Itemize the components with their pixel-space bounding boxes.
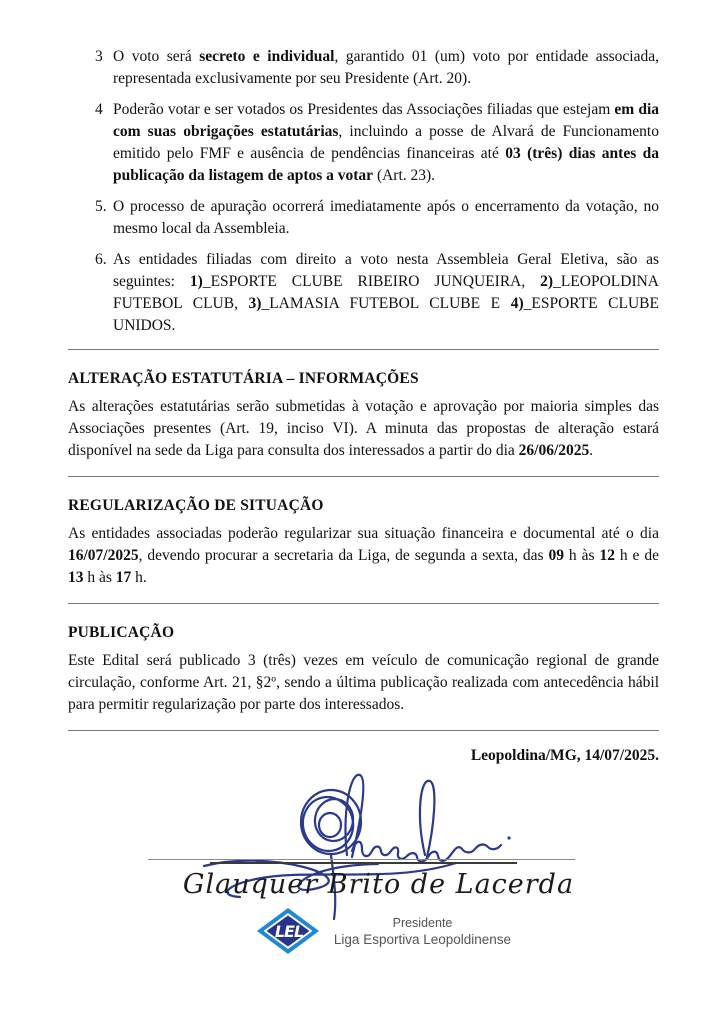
list-item-text: O voto será secreto e individual, garantido 01 (um) voto por entidade associada, representada exclusivamente por seu Presidente (Art. 20). <box>113 48 659 87</box>
list-item-number: 6. <box>95 251 107 268</box>
section-paragraph: As alterações estatutárias serão submetidas à votação e aprovação por maioria simples das Associações presentes (Art. 19, inciso VI). A minuta das propostas de alteração estará disponível na sede da Liga para consulta dos interessados a partir do dia 26/06/2025. <box>68 398 659 459</box>
lel-logo-text: LEL <box>274 922 304 941</box>
list-item-number: 5. <box>95 198 107 215</box>
section-divider <box>68 730 659 731</box>
signature-line <box>148 859 575 860</box>
list-item <box>68 249 659 337</box>
section-paragraph: Este Edital será publicado 3 (três) vezes em veículo de comunicação regional de grande circulação, conforme Art. 21, §2º, sendo a última publicação realizada com antecedência hábil para permitir regularização por parte dos interessados. <box>68 652 659 713</box>
section-heading-alteracao: ALTERAÇÃO ESTATUTÁRIA – INFORMAÇÕES <box>68 370 419 387</box>
list-item-text: O processo de apuração ocorrerá imediatamente após o encerramento da votação, no mesmo local da Assembleia. <box>113 198 659 237</box>
signature-block <box>68 765 659 1027</box>
lel-logo-icon <box>256 907 320 955</box>
dateline: Leopoldina/MG, 14/07/2025. <box>470 747 659 764</box>
list-item-number: 3 <box>95 48 103 65</box>
list-item <box>68 46 659 90</box>
section-divider <box>68 476 659 477</box>
list-item-text: As entidades filiadas com direito a voto nesta Assembleia Geral Eletiva, são as seguintes: 1)_ESPORTE CLUBE RIBEIRO JUNQUEIRA, 2)_LEOPOLDINA FUTEBOL CLUB, 3)_LAMASIA FUTEBOL CLUBE E 4)_ESPORTE CLUBE UNIDOS. <box>113 251 659 334</box>
list-item <box>68 196 659 240</box>
section-divider <box>68 349 659 350</box>
numbered-list <box>68 46 659 337</box>
signature-identity-row <box>68 907 659 955</box>
signatory-org: Liga Esportiva Leopoldinense <box>333 931 512 947</box>
signatory-org-block <box>334 915 511 948</box>
signatory-name: Glauquer Brito de Lacerda <box>182 869 575 900</box>
signatory-role: Presidente <box>392 915 453 930</box>
section-heading-regularizacao: REGULARIZAÇÃO DE SITUAÇÃO <box>68 497 324 514</box>
list-item-number: 4 <box>95 101 103 118</box>
list-item <box>68 99 659 187</box>
section-divider <box>68 603 659 604</box>
section-paragraph: As entidades associadas poderão regularizar sua situação financeira e documental até o dia 16/07/2025, devendo procurar a secretaria da Liga, de segunda a sexta, das 09 h às 12 h e de 13 h às 17 h. <box>68 525 659 586</box>
signature-line-bold <box>210 862 517 864</box>
list-item-text: Poderão votar e ser votados os Presidentes das Associações filiadas que estejam em dia com suas obrigações estatutárias, incluindo a posse de Alvará de Funcionamento emitido pelo FMF e ausência de pendências financeiras até 03 (três) dias antes da publicação da listagem de aptos a votar (Art. 23). <box>113 101 660 184</box>
section-heading-publicacao: PUBLICAÇÃO <box>68 624 175 641</box>
